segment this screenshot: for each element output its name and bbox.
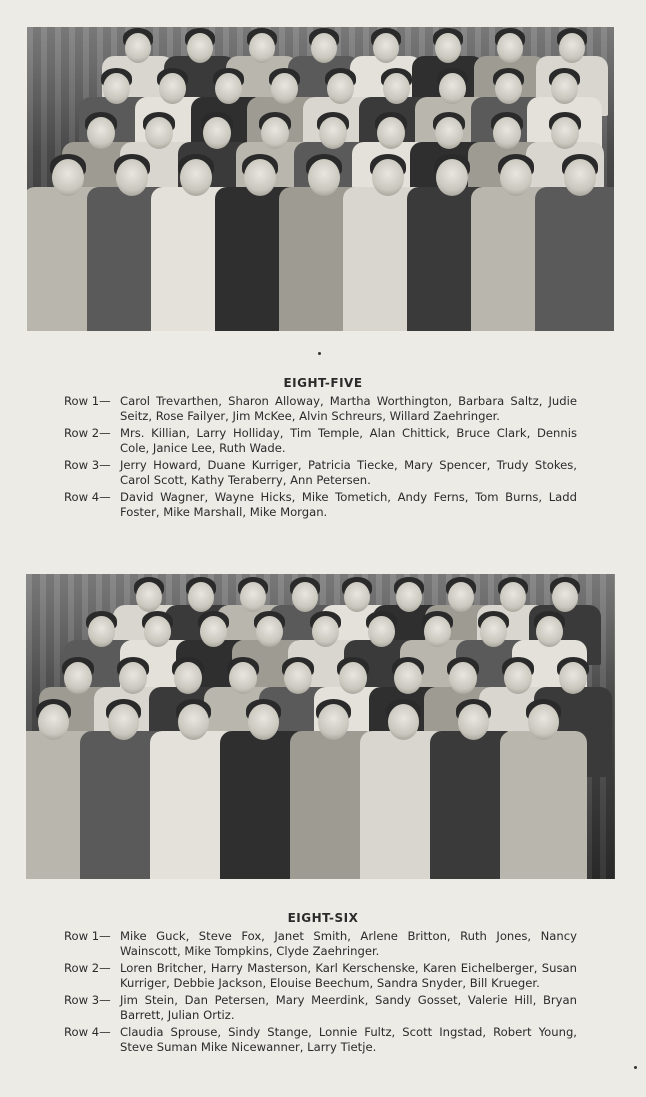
student-face	[497, 33, 523, 63]
student-face	[144, 616, 171, 647]
student-face	[108, 704, 139, 740]
section-title: EIGHT-SIX	[287, 911, 359, 925]
student-face	[248, 704, 279, 740]
row-label: Row 4—	[64, 1025, 111, 1039]
student-face	[458, 704, 489, 740]
student-face	[500, 582, 526, 612]
student-face	[256, 616, 283, 647]
student-face	[292, 582, 318, 612]
row-label: Row 3—	[64, 458, 111, 472]
print-speck	[318, 352, 321, 355]
student-face	[528, 704, 559, 740]
row-entry	[64, 426, 577, 456]
student-face	[116, 159, 148, 196]
row-label: Row 1—	[64, 394, 111, 408]
student-face	[87, 117, 115, 149]
row-label: Row 1—	[64, 929, 111, 943]
row-names: Jim Stein, Dan Petersen, Mary Meerdink, Sandy Gosset, Valerie Hill, Bryan Barrett, Julian Ortiz.	[120, 993, 577, 1022]
row-names: Jerry Howard, Duane Kurriger, Patricia Tiecke, Mary Spencer, Trudy Stokes, Carol Scott, Kathy Teraberry, Ann Petersen.	[120, 458, 577, 487]
caption-eight-five	[0, 376, 646, 390]
row-entry	[64, 394, 577, 424]
student-face	[318, 704, 349, 740]
student-face	[88, 616, 115, 647]
student-face	[564, 159, 596, 196]
row-names: Mike Guck, Steve Fox, Janet Smith, Arlene Britton, Ruth Jones, Nancy Wainscott, Mike Tompkins, Clyde Zaehringer.	[120, 929, 577, 958]
row-entry	[64, 458, 577, 488]
row-entry	[64, 929, 577, 959]
student-face	[174, 662, 202, 694]
student-face	[261, 117, 289, 149]
student-face	[311, 33, 337, 63]
caption-eight-six	[0, 911, 646, 925]
student-face	[38, 704, 69, 740]
student-face	[448, 582, 474, 612]
student-face	[339, 662, 367, 694]
student-face	[136, 582, 162, 612]
row-entry	[64, 993, 577, 1023]
student-face	[383, 73, 410, 104]
row-names: Carol Trevarthen, Sharon Alloway, Martha Worthington, Barbara Saltz, Judie Seitz, Rose Failyer, Jim McKee, Alvin Schreurs, Willard Zaehringer.	[120, 394, 577, 423]
row-label: Row 4—	[64, 490, 111, 504]
student-face	[312, 616, 339, 647]
student-face	[125, 33, 151, 63]
student-face	[244, 159, 276, 196]
student-face	[229, 662, 257, 694]
row-list-eight-five	[64, 394, 577, 522]
row-entry	[64, 1025, 577, 1055]
student-face	[436, 159, 468, 196]
student-face	[52, 159, 84, 196]
student-face	[388, 704, 419, 740]
row-names: Claudia Sprouse, Sindy Stange, Lonnie Fultz, Scott Ingstad, Robert Young, Steve Suman Mike Nicewanner, Larry Tietje.	[120, 1025, 577, 1054]
row-label: Row 3—	[64, 993, 111, 1007]
student-face	[551, 73, 578, 104]
student-face	[200, 616, 227, 647]
student-face	[240, 582, 266, 612]
student-face	[178, 704, 209, 740]
student-torso	[500, 731, 587, 879]
student-face	[373, 33, 399, 63]
row-names: David Wagner, Wayne Hicks, Mike Tometich, Andy Ferns, Tom Burns, Ladd Foster, Mike Marshall, Mike Morgan.	[120, 490, 577, 519]
student-face	[119, 662, 147, 694]
section-title: EIGHT-FIVE	[283, 376, 363, 390]
student-face	[188, 582, 214, 612]
class-photo-eight-six	[26, 574, 615, 879]
student-face	[500, 159, 532, 196]
student-face	[396, 582, 422, 612]
row-entry	[64, 490, 577, 520]
student-face	[493, 117, 521, 149]
student-face	[103, 73, 130, 104]
student-face	[203, 117, 231, 149]
student-face	[215, 73, 242, 104]
student-face	[187, 33, 213, 63]
student-face	[424, 616, 451, 647]
student-face	[271, 73, 298, 104]
student-face	[319, 117, 347, 149]
row-entry	[64, 961, 577, 991]
student-face	[435, 33, 461, 63]
student-face	[372, 159, 404, 196]
student-face	[394, 662, 422, 694]
student-face	[480, 616, 507, 647]
print-speck	[634, 1066, 637, 1069]
student-face	[435, 117, 463, 149]
row-list-eight-six	[64, 929, 577, 1057]
student-face	[344, 582, 370, 612]
student-face	[559, 33, 585, 63]
student-face	[449, 662, 477, 694]
student-face	[145, 117, 173, 149]
row-label: Row 2—	[64, 426, 111, 440]
student-face	[159, 73, 186, 104]
student-face	[308, 159, 340, 196]
student-face	[552, 582, 578, 612]
student-face	[249, 33, 275, 63]
row-label: Row 2—	[64, 961, 111, 975]
student-face	[439, 73, 466, 104]
row-names: Loren Britcher, Harry Masterson, Karl Kerschenske, Karen Eichelberger, Susan Kurriger, Debbie Jackson, Elouise Beechum, Sandra Snyder, Bill Krueger.	[120, 961, 577, 990]
student-face	[559, 662, 587, 694]
student-face	[504, 662, 532, 694]
row-names: Mrs. Killian, Larry Holliday, Tim Temple, Alan Chittick, Bruce Clark, Dennis Cole, Janice Lee, Ruth Wade.	[120, 426, 577, 455]
student-face	[284, 662, 312, 694]
student-face	[180, 159, 212, 196]
student-face	[368, 616, 395, 647]
student-face	[64, 662, 92, 694]
student-face	[536, 616, 563, 647]
student-face	[377, 117, 405, 149]
student-face	[551, 117, 579, 149]
student-torso	[535, 187, 614, 331]
student-face	[495, 73, 522, 104]
student-face	[327, 73, 354, 104]
class-photo-eight-five	[27, 27, 614, 331]
